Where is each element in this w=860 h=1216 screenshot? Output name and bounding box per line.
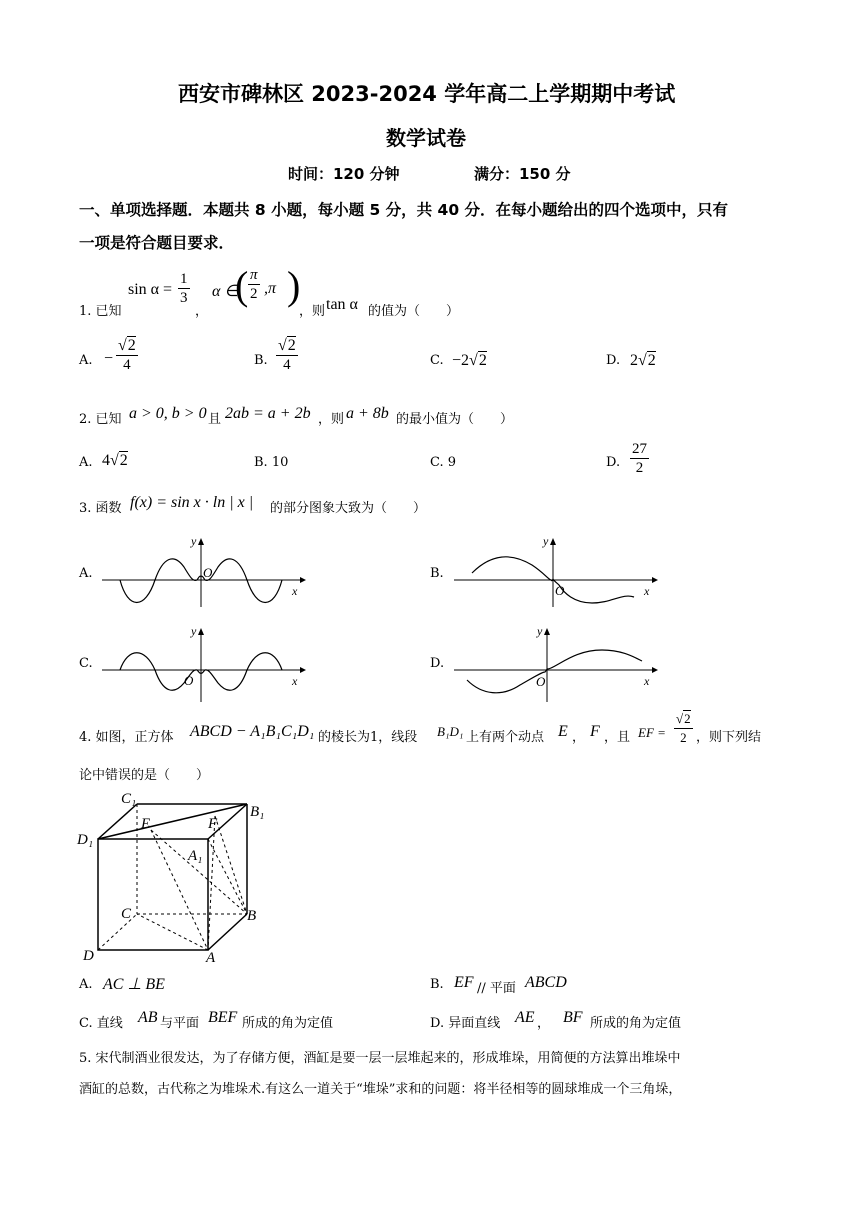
- q4-option-b-label: B.: [430, 977, 444, 992]
- svg-text:y: y: [543, 535, 549, 548]
- svg-text:E: E: [141, 816, 151, 832]
- exam-time: 时间：120 分钟: [288, 165, 400, 183]
- q4-point-f: F: [590, 723, 600, 740]
- q4-option-b-abcd: ABCD: [525, 974, 567, 991]
- q1-tan: tan α: [326, 296, 358, 313]
- q3-function: f(x) = sin x · ln | x |: [130, 494, 254, 511]
- svg-text:x: x: [644, 674, 650, 688]
- q4-option-d-label: D. 异面直线: [430, 1016, 501, 1031]
- q1-option-b-fraction: [276, 337, 298, 374]
- section-heading-line2: 一项是符合题目要求．: [79, 234, 235, 252]
- q2-then: ，则: [318, 412, 345, 427]
- q4-option-d-sep: ，: [537, 1016, 551, 1031]
- q3-graph-a: [100, 535, 310, 610]
- q4-tail: ，则下列结: [696, 730, 762, 745]
- q3-option-c-label: C.: [79, 656, 93, 671]
- q1-option-a-num: √2: [118, 337, 136, 354]
- svg-text:A: A: [206, 950, 216, 966]
- q1-option-b-label: B.: [254, 353, 268, 368]
- q2-option-d-label: D.: [606, 455, 621, 470]
- q2-option-d-den: 2: [635, 460, 644, 476]
- q4-option-d-ae: AE: [515, 1009, 535, 1026]
- q1-option-a-fraction: [116, 337, 138, 374]
- q2-condition-1: a > 0, b > 0: [129, 405, 207, 422]
- svg-text:O: O: [184, 673, 194, 688]
- q4-ef-fraction: [674, 710, 693, 747]
- svg-text:O: O: [555, 583, 565, 598]
- q4-segment: B₁D₁: [437, 724, 464, 739]
- q4-ef-num: √2: [674, 710, 693, 729]
- q4-cube: ABCD − A₁B₁C₁D₁: [190, 723, 315, 740]
- q5-line2: 酒缸的总数，古代称之为堆垛术.有这么一道关于“堆垛”求和的问题：将半径相等的圆球堆成一个三角垛，: [79, 1082, 682, 1097]
- q4-prefix: 4. 如图，正方体: [79, 730, 174, 745]
- q1-then: ，则: [299, 304, 326, 319]
- q4-line2: 论中错误的是（ ）: [79, 768, 210, 783]
- svg-text:O: O: [203, 565, 213, 580]
- svg-text:B₁: B₁: [250, 804, 265, 820]
- svg-text:y: y: [191, 625, 197, 638]
- svg-text:F: F: [208, 816, 218, 832]
- q3-option-a-label: A.: [79, 566, 93, 581]
- q2-option-d-fraction: [630, 440, 649, 477]
- q1-prefix: 1. 已知: [79, 304, 122, 319]
- q4-ef: EF =: [638, 725, 666, 740]
- q4-option-c-tail: 所成的角为定值: [242, 1016, 334, 1031]
- q2-option-a-value: 4√2: [102, 452, 128, 469]
- q2-and: 且: [208, 412, 222, 427]
- svg-text:A₁: A₁: [188, 848, 203, 864]
- q4-option-b-ef: EF: [454, 974, 474, 991]
- q4-option-c-mid: 与平面: [160, 1016, 200, 1031]
- q3-prefix: 3. 函数: [79, 501, 122, 516]
- q4-cube-figure: [75, 788, 275, 968]
- q2-option-b: B. 10: [254, 455, 289, 470]
- exam-title: 西安市碑林区 2023-2024 学年高二上学期期中考试: [178, 82, 676, 106]
- q3-graph-c: [100, 625, 310, 705]
- q1-option-b-num: √2: [278, 337, 296, 354]
- q1-comma: ，: [195, 304, 209, 319]
- q4-option-c-ab: AB: [138, 1009, 158, 1026]
- q4-point-e: E: [558, 723, 568, 740]
- q4-option-c-bef: BEF: [208, 1009, 238, 1026]
- q4-edge: 的棱长为1，线段: [318, 730, 418, 745]
- q1-option-c-label: C.: [430, 353, 444, 368]
- q3-graph-b: [452, 535, 662, 610]
- q1-sin-num: 1: [180, 271, 188, 287]
- q2-option-a-label: A.: [79, 455, 93, 470]
- exam-score: 满分：150 分: [474, 165, 571, 183]
- q2-option-c: C. 9: [430, 455, 457, 470]
- svg-text:C: C: [121, 906, 132, 922]
- q1-option-c-value: −2√2: [452, 352, 487, 369]
- q3-tail: 的部分图象大致为（ ）: [270, 501, 427, 516]
- q1-pi-tail: ,π: [264, 280, 277, 297]
- svg-text:x: x: [292, 674, 298, 688]
- q1-sin-fraction: [178, 270, 190, 307]
- svg-text:x: x: [292, 584, 298, 598]
- q1-pi-fraction: [248, 266, 260, 303]
- svg-text:D₁: D₁: [77, 832, 94, 848]
- q1-option-d-value: 2√2: [630, 352, 656, 369]
- q4-and: ，且: [604, 730, 631, 745]
- q2-condition-2: 2ab = a + 2b: [225, 405, 311, 422]
- q2-option-d-num: 27: [632, 441, 647, 457]
- q4-sep: ，: [572, 730, 586, 745]
- q2-prefix: 2. 已知: [79, 412, 122, 427]
- q5-line1: 5. 宋代制酒业很发达，为了存储方便，酒缸是要一层一层堆起来的，形成堆垛，用简便的方法算出堆垛中: [79, 1051, 681, 1066]
- q4-option-d-tail: 所成的角为定值: [590, 1016, 682, 1031]
- q4-option-a-text: AC ⊥ BE: [103, 976, 165, 993]
- q1-option-a-den: 4: [123, 357, 131, 373]
- q4-option-a-label: A.: [79, 977, 93, 992]
- q4-mid: 上有两个动点: [466, 730, 545, 745]
- q3-option-d-label: D.: [430, 656, 445, 671]
- q1-sin-lhs: sin α =: [128, 281, 173, 298]
- q1-tail: 的值为（ ）: [368, 304, 460, 319]
- q1-pi-den: 2: [250, 286, 258, 302]
- q3-graph-d: [452, 625, 662, 705]
- svg-text:B: B: [247, 908, 257, 924]
- svg-text:y: y: [537, 625, 543, 638]
- q1-option-b-den: 4: [283, 357, 291, 373]
- q1-option-a-sign: −: [104, 350, 114, 367]
- q1-option-a-label: A.: [79, 353, 93, 368]
- exam-subject: 数学试卷: [386, 126, 466, 150]
- svg-text:y: y: [191, 535, 197, 548]
- q1-option-d-label: D.: [606, 353, 621, 368]
- q2-expression: a + 8b: [346, 405, 389, 422]
- q4-ef-den: 2: [680, 730, 687, 745]
- q2-tail: 的最小值为（ ）: [396, 412, 514, 427]
- q1-sin-den: 3: [180, 290, 188, 306]
- q3-option-b-label: B.: [430, 566, 444, 581]
- q1-pi-num: π: [250, 267, 258, 283]
- q1-close-paren: ): [287, 263, 301, 308]
- svg-text:D: D: [83, 948, 94, 964]
- q4-option-d-bf: BF: [563, 1009, 583, 1026]
- q4-option-b-plane: // 平面: [477, 981, 516, 996]
- q4-option-c-label: C. 直线: [79, 1016, 123, 1031]
- svg-text:x: x: [644, 584, 650, 598]
- q1-alpha-in: α ∈: [212, 283, 239, 300]
- section-heading-line1: 一、单项选择题．本题共 8 小题，每小题 5 分，共 40 分．在每小题给出的四个选项中，只有: [79, 201, 729, 219]
- q1-open-paren: (: [235, 263, 249, 308]
- svg-text:O: O: [536, 674, 546, 689]
- svg-text:C₁: C₁: [121, 791, 137, 807]
